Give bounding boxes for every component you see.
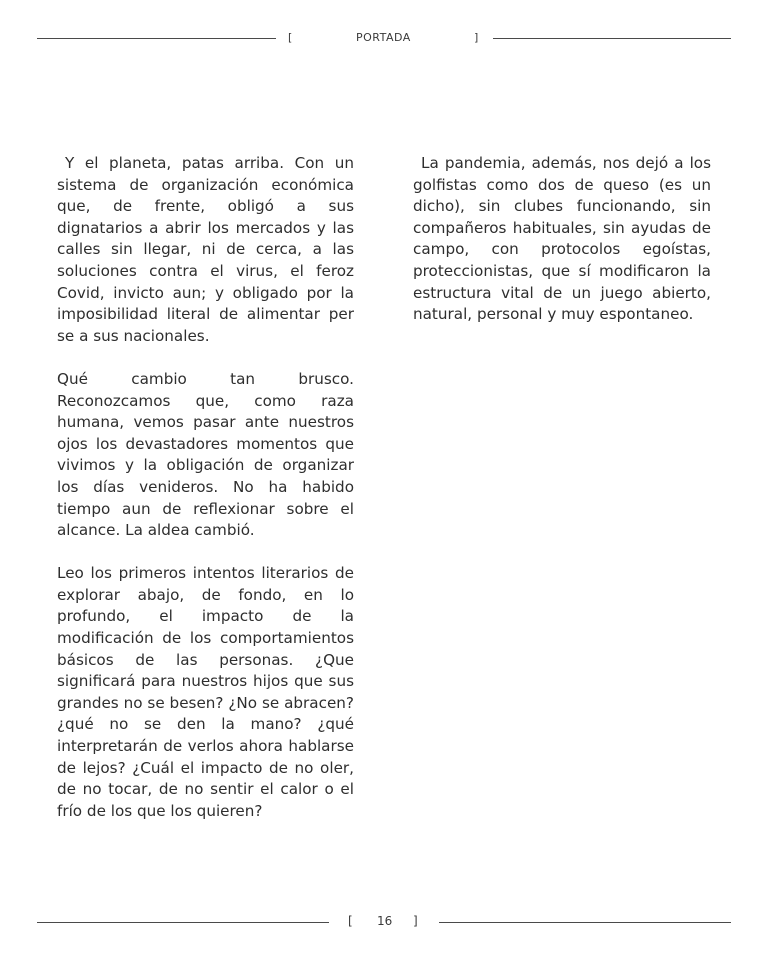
footer-rule-left <box>37 922 329 923</box>
text-column-left <box>57 153 354 822</box>
header-bracket-close: ] <box>474 31 479 44</box>
header-rule-left <box>37 38 276 39</box>
paragraph: Qué cambio tan brusco. Reconozcamos que, como raza humana, vemos pasar ante nuestros ojos los devastadores momentos que vivimos y la obligación de organizar los días venideros. No ha habido tiempo aun de reflexionar sobre el alcance. La aldea cambió. <box>57 369 354 540</box>
footer-rule-right <box>439 922 731 923</box>
paragraph: Y el planeta, patas arriba. Con un sistema de organización económica que, de frente, obligó a sus dignatarios a abrir los mercados y las calles sin llegar, ni de cerca, a las soluciones contra el virus, el feroz Covid, invicto aun; y obligado por la imposibilidad literal de alimentar per se a sus nacionales. <box>57 154 354 345</box>
paragraph: La pandemia, además, nos dejó a los golfistas como dos de queso (es un dicho), sin clubes funcionando, sin compañeros habituales, sin ayudas de campo, con protocolos egoístas, proteccionistas, que sí modificaron la estructura vital de un juego abierto, natural, personal y muy espontaneo. <box>413 154 711 324</box>
footer-bracket-close: ] <box>413 914 418 928</box>
header-rule-right <box>493 38 731 39</box>
paragraph: Leo los primeros intentos literarios de explorar abajo, de fondo, en lo profundo, el impacto de la modificación de los comportamientos básicos de las personas. ¿Que significará para nuestros hijos que sus grandes no se besen? ¿No se abracen? ¿qué no se den la mano? ¿qué interpretarán de verlos ahora hablarse de lejos? ¿Cuál el impacto de no oler, de no tocar, de no sentir el calor o el frío de los que los quieren? <box>57 564 354 820</box>
footer-bracket-open: [ <box>348 914 353 928</box>
text-column-right <box>413 153 711 326</box>
page-number: 16 <box>377 914 393 928</box>
header-bracket-open: [ <box>288 31 293 44</box>
section-title: PORTADA <box>356 31 411 44</box>
